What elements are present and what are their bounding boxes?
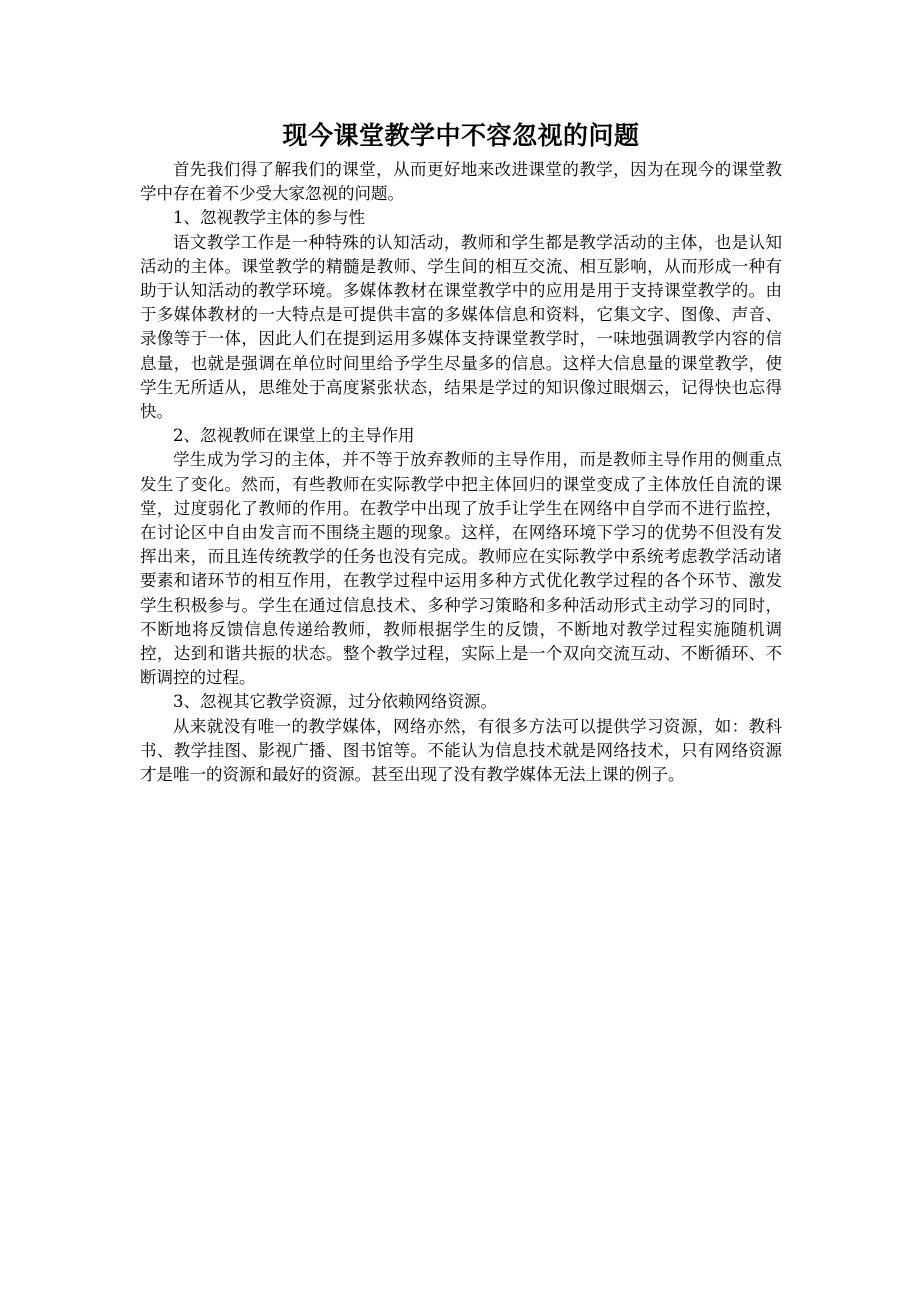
document-title: 现今课堂教学中不容忽视的问题 <box>282 121 640 150</box>
section-1-body: 语文教学工作是一种特殊的认知活动，教师和学生都是教学活动的主体，也是认知活动的主体。课堂教学的精髓是教师、学生间的相互交流、相互影响，从而形成一种有助于认知活动的教学环境。多媒体教材在课堂教学中的应用是用于支持课堂教学的。由于多媒体教材的一大特点是可提供丰富的多媒体信息和资料，它集文字、图像、声音、录像等于一体，因此人们在提到运用多媒体支持课堂教学时，一味地强调教学内容的信息量，也就是强调在单位时间里给予学生尽量多的信息。这样大信息量的课堂教学，使学生无所适从，思维处于高度紧张状态，结果是学过的知识像过眼烟云，记得快也忘得快。 <box>140 232 782 422</box>
section-3-heading: 3、忽视其它教学资源，过分依赖网络资源。 <box>173 692 497 712</box>
section-2-heading: 2、忽视教师在课堂上的主导作用 <box>173 426 415 446</box>
section-3-body: 从来就没有唯一的教学媒体，网络亦然，有很多方法可以提供学习资源，如：教科书、教学挂图、影视广播、图书馆等。不能认为信息技术就是网络技术，只有网络资源才是唯一的资源和最好的资源。甚至出现了没有教学媒体无法上课的例子。 <box>140 716 782 785</box>
intro-paragraph: 首先我们得了解我们的课堂，从而更好地来改进课堂的教学，因为在现今的课堂教学中存在着不少受大家忽视的问题。 <box>140 160 782 204</box>
section-1-heading: 1、忽视教学主体的参与性 <box>173 208 365 228</box>
section-2-body: 学生成为学习的主体，并不等于放弃教师的主导作用，而是教师主导作用的侧重点发生了变化。然而，有些教师在实际教学中把主体回归的课堂变成了主体放任自流的课堂，过度弱化了教师的作用。在教学中出现了放手让学生在网络中自学而不进行监控，在讨论区中自由发言而不围绕主题的现象。这样，在网络环境下学习的优势不但没有发挥出来，而且连传统教学的任务也没有完成。教师应在实际教学中系统考虑教学活动诸要素和诸环节的相互作用，在教学过程中运用多种方式优化教学过程的各个环节、激发学生积极参与。学生在通过信息技术、多种学习策略和多种活动形式主动学习的同时，不断地将反馈信息传递给教师，教师根据学生的反馈，不断地对教学过程实施随机调控，达到和谐共振的状态。整个教学过程，实际上是一个双向交流互动、不断循环、不断调控的过程。 <box>140 450 782 688</box>
document-page <box>140 116 782 787</box>
